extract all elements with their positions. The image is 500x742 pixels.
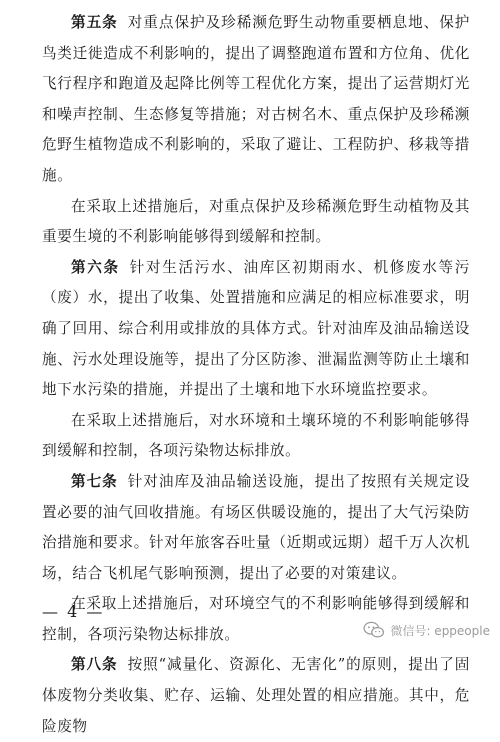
paragraph-text: 按照“减量化、资源化、无害化”的原则，提出了固体废物分类收集、贮存、运输、处理处置的相应措施。其中，危险废物 — [42, 656, 470, 735]
paragraph-text: 对重点保护及珍稀濒危野生动物重要栖息地、保护鸟类迁徙造成不利影响的，提出了调整跑道布置和方位角、优化飞行程序和跑道及起降比例等工程优化方案，提出了运营期灯光和噪声控制、生态修复等措施；对古树名木、重点保护及珍稀濒危野生植物造成不利影响的，采取了避让、工程防护、移栽等措施。 — [42, 14, 470, 184]
paragraph-article-5-result — [42, 192, 470, 253]
paragraph-article-6 — [42, 253, 470, 406]
watermark-text: 微信号: eppeople — [390, 623, 490, 638]
paragraph-text: 针对油库及油品输送设施，提出了按照有关规定设置必要的油气回收措施。有场区供暖设施的，提出了大气污染防治措施和要求。针对年旅客吞吐量（近期或远期）超千万人次机场，结合飞机尾气影响预测，提出了必要的对策建议。 — [42, 472, 470, 582]
page-number: — 4 — — [42, 602, 105, 621]
watermark — [363, 621, 490, 639]
paragraph-text: 在采取上述措施后，对重点保护及珍稀濒危野生动植物及其重要生境的不利影响能够得到缓解和控制。 — [42, 197, 470, 246]
paragraph-text: 针对生活污水、油库区初期雨水、机修废水等污（废）水，提出了收集、处置措施和应满足的相应标准要求，明确了回用、综合利用或排放的具体方式。针对油库及油品输送设施、污水处理设施等，提出了分区防渗、泄漏监测等防止土壤和地下水污染的措施，并提出了土壤和地下水环境监控要求。 — [42, 258, 470, 399]
paragraph-article-8 — [42, 650, 470, 742]
paragraph-article-6-result — [42, 406, 470, 467]
paragraph-article-7 — [42, 467, 470, 589]
article-number: 第五条 — [71, 14, 118, 31]
article-number: 第八条 — [71, 656, 118, 674]
paragraph-text: 在采取上述措施后，对水环境和土壤环境的不利影响能够得到缓解和控制，各项污染物达标排放。 — [42, 411, 470, 460]
article-number: 第七条 — [71, 472, 118, 490]
paragraph-article-7-result — [42, 589, 470, 650]
paragraph-article-5 — [42, 8, 470, 192]
wechat-icon — [363, 621, 385, 639]
paragraph-text: 在采取上述措施后，对环境空气的不利影响能够得到缓解和控制，各项污染物达标排放。 — [42, 595, 470, 643]
article-number: 第六条 — [71, 258, 120, 276]
